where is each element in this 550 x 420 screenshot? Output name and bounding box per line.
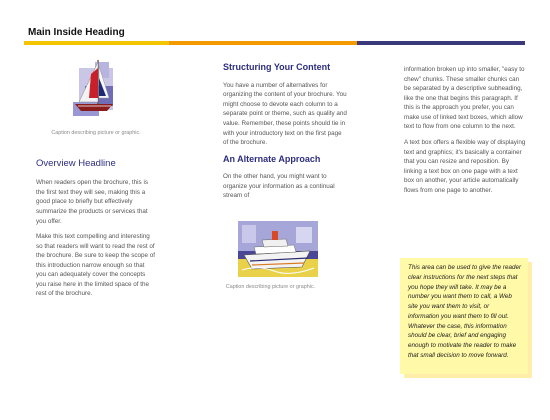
image-caption: Caption describing picture or graphic. bbox=[225, 284, 316, 290]
ship-image bbox=[238, 221, 318, 277]
column3-paragraph-2: A text box offers a flexible way of displaying text and graphics; it's basically a container that you can resize and reposition. By linking a text box on one page with a text box on another, your article automatically flows from one page to another. bbox=[404, 138, 526, 194]
alternate-paragraph: On the other hand, you might want to organize your information as a continual stream of bbox=[223, 173, 335, 200]
structuring-paragraph: You have a number of alternatives for organizing the content of your brochure. You might choose to devote each column to a separate point or theme, such as quality and value. Remember, these points should tie in with your introductory text on the first page of the brochure. bbox=[223, 81, 347, 147]
header-rule-yellow bbox=[24, 41, 169, 45]
image-caption: Caption describing picture or graphic. bbox=[51, 130, 141, 136]
overview-paragraph-2: Make this text compelling and interesting so that readers will want to read the rest of the brochure. Be sure to keep the scope of this introduction narrow enough so that you can adequately cover the concepts you raise here in the limited space of the rest of the brochure. bbox=[36, 233, 156, 298]
sailboat-image bbox=[65, 58, 125, 122]
column-3 bbox=[404, 65, 526, 201]
structuring-heading: Structuring Your Content bbox=[223, 62, 331, 72]
cruise-ship-icon bbox=[238, 221, 318, 277]
alternate-heading: An Alternate Approach bbox=[223, 153, 321, 164]
page-heading: Main Inside Heading bbox=[28, 27, 125, 38]
callout-box bbox=[400, 258, 528, 374]
header-rule-orange bbox=[169, 41, 357, 45]
sailboat-icon bbox=[65, 58, 125, 122]
column-1 bbox=[36, 58, 156, 305]
callout-text: This area can be used to give the reader clear instructions for the next steps that you hope they will take. It may be a number you want them to call, a Web site you want them to visit, or information you want them to fill out. Whatever the case, this information should be clear, brief and engaging enough to motivate the reader to make that small decision to move forward. bbox=[408, 264, 522, 359]
overview-headline: Overview Headline bbox=[36, 158, 116, 170]
header-rule-purple bbox=[357, 41, 525, 45]
column3-paragraph-1: information broken up into smaller, "easy to chew" chunks. These smaller chunks can be separated by a descriptive subheading, like the one that begins this paragraph. If this is the approach you prefer, you can make use of linked text boxes, which allow text to flow from one column to the next. bbox=[404, 66, 525, 131]
column-2 bbox=[223, 62, 348, 291]
overview-paragraph-1: When readers open the brochure, this is the first text they will see, making this a good place to briefly but effectively summarize the products or services that you offer. bbox=[36, 179, 149, 225]
